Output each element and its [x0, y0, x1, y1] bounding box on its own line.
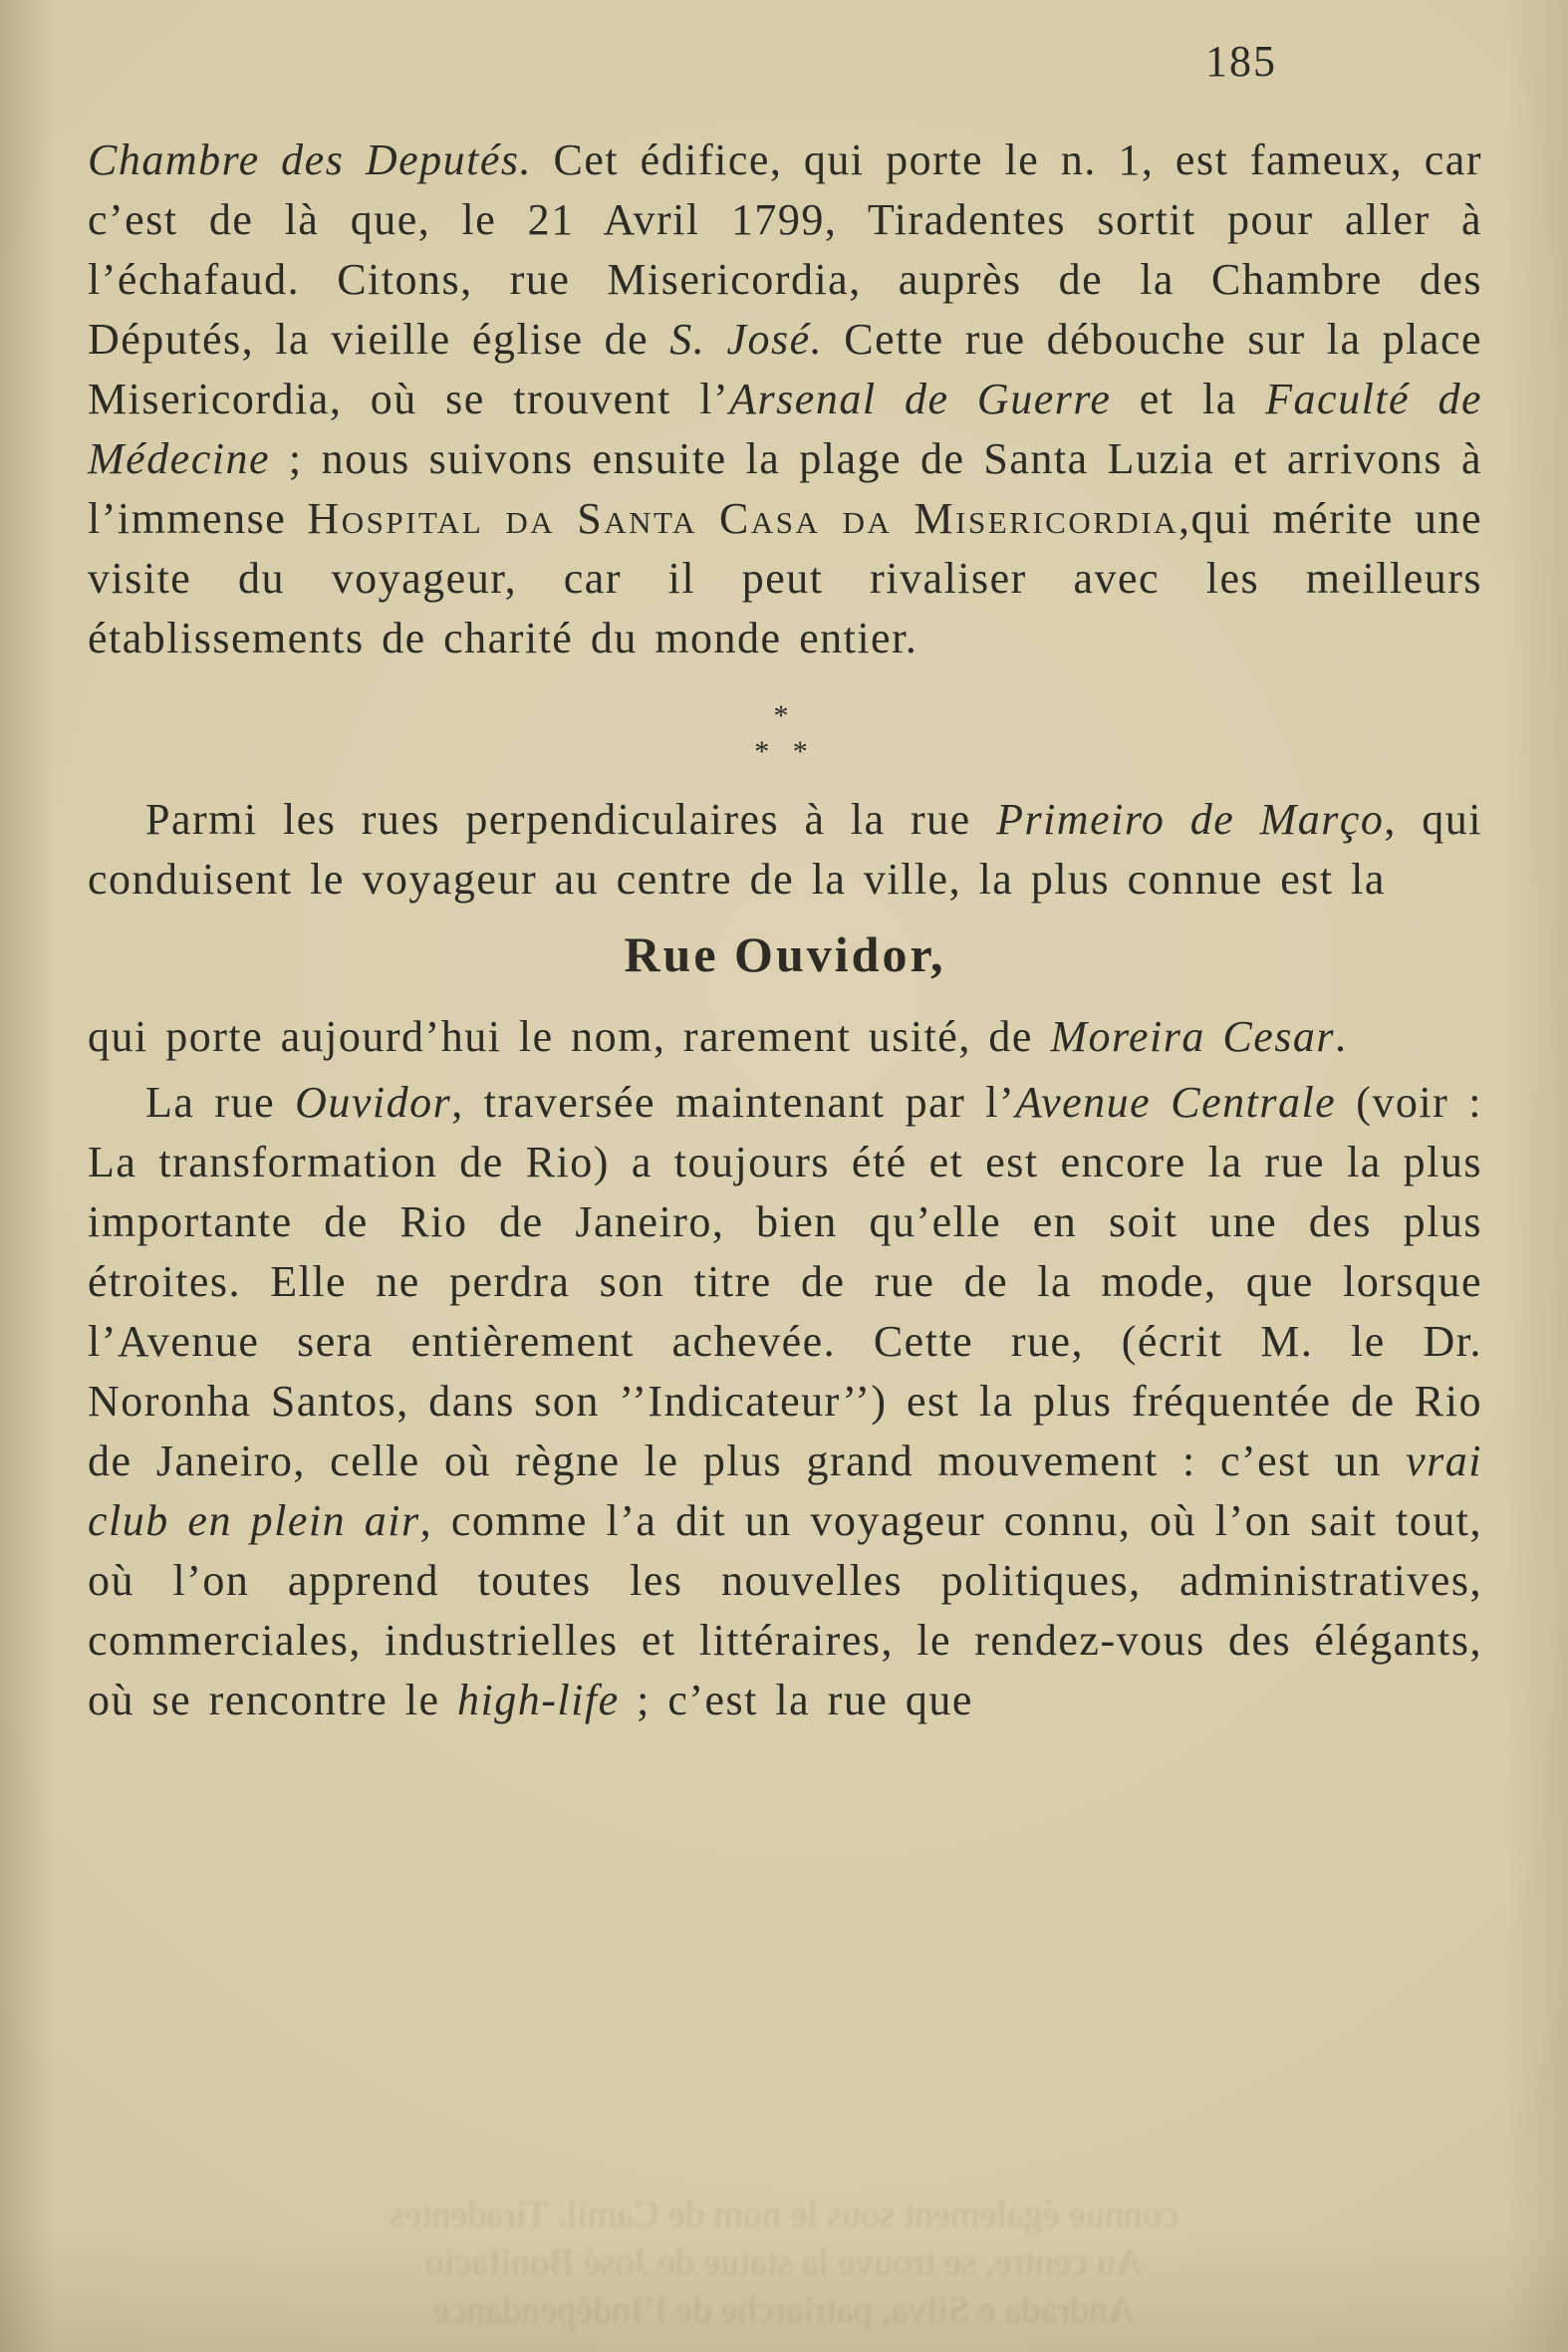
text-run: ; nous suivons ensuite la plage de Santa Luzia et arrivons à l’immense	[88, 434, 1482, 543]
text-run: et la	[1111, 375, 1266, 423]
text-run: Cette rue débouche sur la place Misericordia, où se trouvent l’	[88, 315, 1482, 423]
text-run: vrai club en plein air	[88, 1437, 1482, 1545]
show-through-text	[110, 2191, 1458, 2334]
text-run: S. José.	[669, 315, 824, 364]
asterism-bottom: * *	[754, 735, 816, 768]
text-run: La rue	[145, 1078, 296, 1127]
show-through-line: Au centre, se trouve la statue de José Bonifacio	[424, 2241, 1144, 2283]
paragraph-3	[88, 1007, 1482, 1067]
text-run: Primeiro de Março	[996, 795, 1385, 844]
paragraph-2	[88, 790, 1482, 910]
text-run: (voir : La transformation de Rio) a toujours été et est encore la rue la plus importante de Rio de Janeiro, bien qu’elle en soit une des plus étroites. Elle ne perdra son titre de rue de la mode, que lorsque l’Avenue sera entièrement achevée. Cette rue, (écrit M. le Dr. Noronha Santos, dans son ’’Indicateur’’) est la plus fréquentée de Rio de Janeiro, celle où règne le plus grand mouvement : c’est un	[88, 1078, 1482, 1485]
text-run: Parmi les rues perpendiculaires à la rue	[145, 795, 997, 844]
text-run: , traversée maintenant par l’	[451, 1078, 1016, 1127]
text-run: qui porte aujourd’hui le nom, rarement usité, de	[88, 1012, 1051, 1061]
text-run: Cet édifice, qui porte le n. 1, est fameux, car c’est de là que, le 21 Avril 1799, Tiradentes sortit pour aller à l’échafaud. Citons, rue Misericordia, auprès de la Chambre des Députés, la vieille église de	[88, 135, 1482, 364]
text-run: Ouvidor	[295, 1078, 452, 1127]
text-run: .	[1335, 1012, 1348, 1061]
text-run: Faculté de Médecine	[88, 375, 1482, 483]
paragraph-4	[88, 1073, 1482, 1730]
text-run: Moreira Cesar	[1050, 1012, 1336, 1061]
heading-rue-ouvidor: Rue Ouvidor,	[624, 926, 946, 982]
asterism-top: *	[773, 699, 797, 732]
show-through-line: Andrada e Silva, patriarche de l’Indépendance	[432, 2289, 1136, 2331]
text-run-smallcaps: Hospital da Santa Casa da Misericordia	[307, 494, 1179, 543]
text-run: Avenue Centrale	[1015, 1078, 1337, 1127]
page-number: 185	[1205, 37, 1277, 86]
section-break-asterism	[88, 698, 1482, 770]
text-run: ; c’est la rue que	[619, 1676, 973, 1724]
text-run: , qui conduisent le voyageur au centre de la ville, la plus connue est la	[88, 795, 1482, 904]
text-run: Chambre des Deputés.	[88, 135, 533, 184]
show-through-line: connue également sous le nom de Camil. Tiradentes	[390, 2194, 1178, 2235]
text-run: ,qui mérite une visite du voyageur, car il peut rivaliser avec les meilleurs établissements de charité du monde entier.	[88, 494, 1483, 662]
text-run: Arsenal de Guerre	[729, 375, 1112, 423]
paragraph-1	[88, 131, 1482, 668]
text-run: , comme l’a dit un voyageur connu, où l’on sait tout, où l’on apprend toutes les nouvelles politiques, administratives, commerciales, industrielles et littéraires, le rendez-vous des élégants, où se rencontre le	[88, 1496, 1483, 1724]
text-run: high-life	[457, 1676, 620, 1724]
